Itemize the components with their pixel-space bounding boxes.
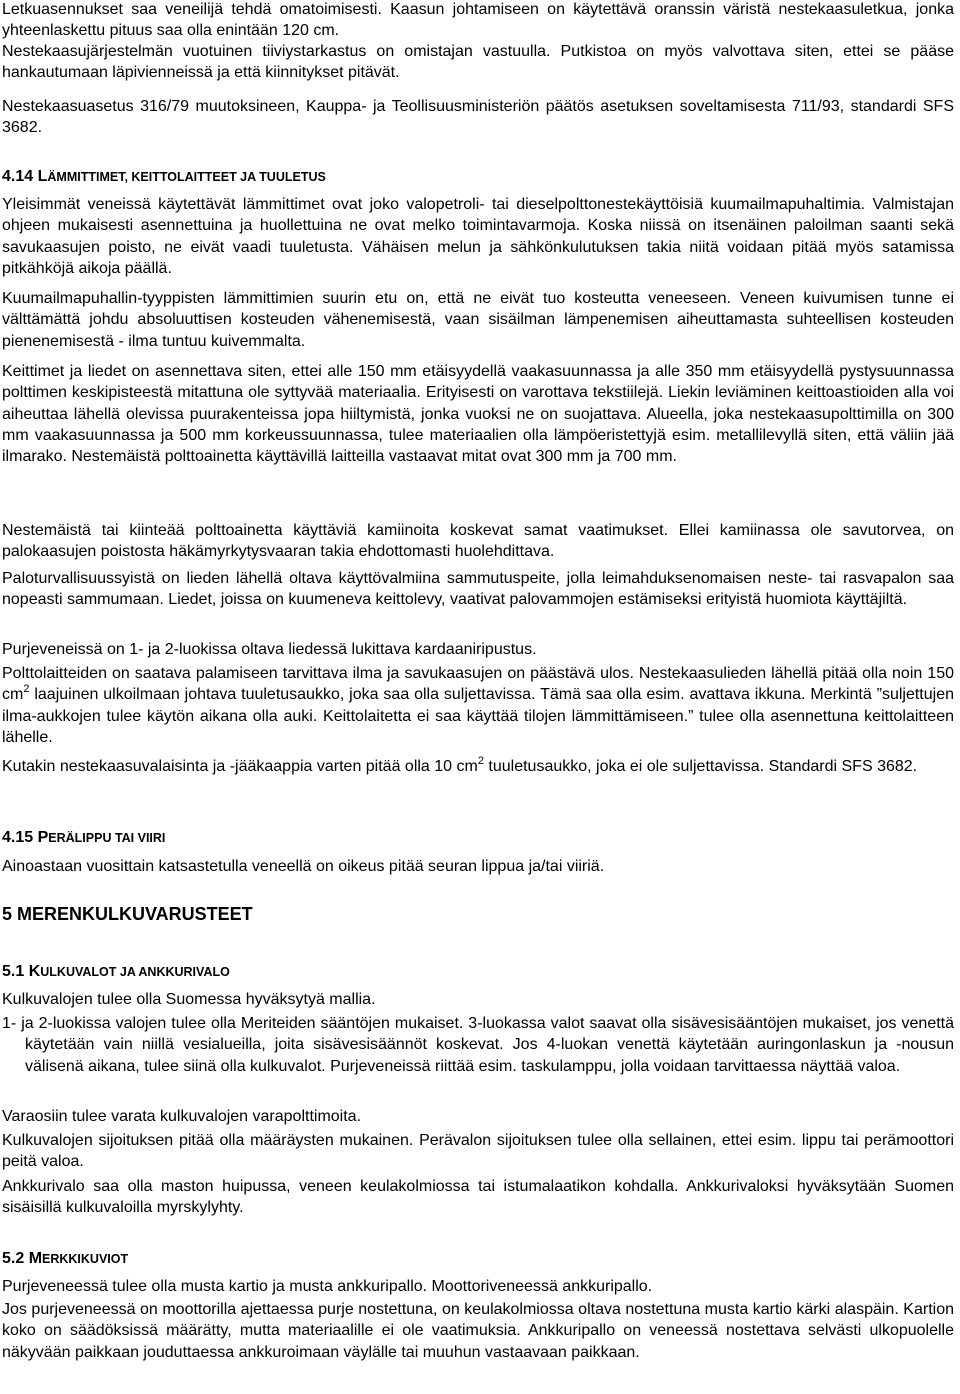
section-title-initial: K bbox=[28, 963, 41, 980]
s414-p8-text-b: tuuletusaukko, joka ei ole suljettavissa. Standardi SFS 3682. bbox=[483, 758, 918, 775]
section-title-rest: ERÄLIPPU TAI VIIRI bbox=[48, 831, 166, 845]
chapter-heading-5: 5 MERENKULKUVARUSTEET bbox=[2, 904, 253, 924]
intro-paragraph-1: Letkuasennukset saa veneilijä tehdä omatoimisesti. Kaasun johtamiseen on käytettävä oranssin väristä nestekaasuletkua, jonka yhteenlaskettu pituus saa olla enintään 120 cm. bbox=[2, 1, 954, 40]
s414-paragraph-4: Nestemäistä tai kiinteää polttoainetta käyttäviä kamiinoita koskevat samat vaatimukset. Ellei kamiinassa ole savutorvea, on palokaasujen poistosta häkämyrkytysvaaran takia ehdottomasti huolehdittava. bbox=[2, 522, 954, 561]
section-heading-4-15 bbox=[2, 827, 165, 849]
s51-paragraph-3: Varaosiin tulee varata kulkuvalojen varapolttimoita. bbox=[2, 1108, 362, 1125]
s414-paragraph-1: Yleisimmät veneissä käytettävät lämmittimet ovat joko valopetroli- tai dieselpolttonestekäyttöisiä kuumailmapuhaltimia. Valmistajan ohjeen mukaisesti asennettuina ja huollettuina ne ovat melko toimintavarmoja. Koska niissä on itsenäinen paloilman saanti sekä savukaasujen poisto, ne eivät vaadi tuuletusta. Vähäisen melun ja sähkönkulutuksen takia niitä voidaan pitää myös satamissa pitkähköjä aikoja päällä. bbox=[2, 196, 954, 277]
s414-p7-text-b: laajuinen ulkoilmaan johtava tuuletusaukko, joka saa olla suljettavissa. Tämä saa olla esim. avattava ikkuna. Merkintä ”suljettujen ilma-aukkojen tulee käytön aikana olla auki. Keittolaitetta ei saa käyttää tilojen lämmittämiseen.” tulee olla asennettuna keittolaitteen lähelle. bbox=[2, 686, 954, 746]
section-title-rest: ULKUVALOT JA ANKKURIVALO bbox=[40, 965, 230, 979]
s51-paragraph-4: Kulkuvalojen sijoituksen pitää olla määräysten mukainen. Perävalon sijoituksen tulee olla sellainen, ettei esim. lippu tai perämoottori peitä valoa. bbox=[2, 1132, 954, 1171]
section-heading-5-1 bbox=[2, 961, 230, 983]
section-number: 5.2 bbox=[2, 1250, 29, 1267]
s414-paragraph-2: Kuumailmapuhallin-tyyppisten lämmittimien suurin etu on, että ne eivät tuo kosteutta veneeseen. Veneen kuivumisen tunne ei välttämättä johdu absoluuttisen kosteuden vähenemisestä, vaan sisäilman lämpenemisen aiheuttamasta suhteellisen kosteuden pienenemisestä - ilma tuntuu kuivemmalta. bbox=[2, 290, 954, 350]
section-title-initial: M bbox=[28, 1250, 43, 1267]
superscript-2: 2 bbox=[477, 754, 484, 767]
s414-paragraph-6: Purjeveneissä on 1- ja 2-luokissa oltava liedessä lukittava kardaaniripustus. bbox=[2, 641, 537, 658]
section-number: 4.15 bbox=[2, 829, 38, 846]
section-number: 4.14 bbox=[2, 168, 38, 185]
section-title-rest: ERKKIKUVIOT bbox=[42, 1252, 129, 1266]
s414-p8-text-a: Kutakin nestekaasuvalaisinta ja -jääkaappia varten pitää olla 10 cm bbox=[2, 758, 478, 775]
section-heading-4-14 bbox=[2, 166, 326, 188]
s415-paragraph-1: Ainoastaan vuosittain katsastetulla veneellä on oikeus pitää seuran lippua ja/tai viiriä. bbox=[2, 858, 605, 875]
s414-p7-text-a: Polttolaitteiden on saatava palamiseen tarvittava ilma ja savukaasujen on päästävä ulos. Nestekaasulieden lähellä pitää olla noin 150 cm bbox=[2, 665, 954, 704]
s52-paragraph-2: Jos purjeveneessä on moottorilla ajettaessa purje nostettuna, on keulakolmiossa oltava nostettuna musta kartio kärki alaspäin. Kartion koko on säädöksissä määrätty, mutta materiaalille ei ole vaatimuksia. Ankkuripallo on veneessä nostettava selvästi ulkopuolelle näkyvään paikkaan jouduttaessa ankkuroimaan väylälle tai muuhun vastaavaan paikkaan. bbox=[2, 1301, 954, 1361]
section-title-initial: P bbox=[37, 829, 49, 846]
s414-paragraph-8 bbox=[2, 756, 954, 777]
s414-paragraph-7 bbox=[2, 663, 954, 748]
s51-paragraph-2: 1- ja 2-luokissa valojen tulee olla Meriteiden sääntöjen mukaiset. 3-luokassa valot saavat olla sisävesisääntöjen mukaiset, jos venettä käytetään vain niillä vesialueilla, joita sisävesisäännöt koskevat. Jos 4-luokan venettä käytetään auringonlaskun ja -nousun välisenä aikana, tulee siinä olla kulkuvalot. Purjeveneissä riittää esim. taskulamppu, jolla voidaan tarvittaessa näyttää valoa. bbox=[2, 1015, 954, 1075]
section-title-rest: ÄMMITTIMET, KEITTOLAITTEET JA TUULETUS bbox=[47, 170, 326, 184]
s414-paragraph-5: Paloturvallisuussyistä on lieden lähellä oltava käyttövalmiina sammutuspeite, jolla leimahduksenomaisen neste- tai rasvapalon saa nopeasti sammumaan. Liedet, joissa on kuumeneva keittolevy, vaativat palovammojen estämiseksi erityistä huomiota käyttäjiltä. bbox=[2, 570, 954, 609]
superscript-2: 2 bbox=[23, 682, 30, 695]
s51-paragraph-1: Kulkuvalojen tulee olla Suomessa hyväksytyä mallia. bbox=[2, 991, 376, 1008]
intro-paragraph-3: Nestekaasuasetus 316/79 muutoksineen, Kauppa- ja Teollisuusministeriön päätös asetuksen soveltamisesta 711/93, standardi SFS 3682. bbox=[2, 98, 954, 137]
s51-paragraph-5: Ankkurivalo saa olla maston huipussa, veneen keulakolmiossa tai istumalaatikon kohdalla. Ankkurivaloksi hyväksytään Suomen sisäisillä kulkuvaloilla myrskylyhty. bbox=[2, 1178, 954, 1217]
section-heading-5-2 bbox=[2, 1248, 128, 1270]
section-number: 5.1 bbox=[2, 963, 29, 980]
s52-paragraph-1: Purjeveneessä tulee olla musta kartio ja musta ankkuripallo. Moottoriveneessä ankkuripallo. bbox=[2, 1278, 653, 1295]
section-title-initial: L bbox=[37, 168, 48, 185]
s414-paragraph-3: Keittimet ja liedet on asennettava siten, ettei alle 150 mm etäisyydellä vaakasuunnassa ja alle 350 mm etäisyydellä pystysuunnassa polttimen keskipisteestä mitattuna ole syttyvää materiaalia. Erityisesti on varottava tekstiilejä. Liekin leviäminen keittoastioiden alla voi aiheuttaa lähellä olevissa puurakenteissa jopa hiiltymistä, jonka vuoksi ne on suojattava. Alueella, joka nestekaasupolttimilla on 300 mm vaakasuunnassa ja 500 mm korkeussuunnassa, tulee materiaalien olla lämpöeristettyjä esim. metallilevyllä siten, että väliin jää ilmarako. Nestemäistä polttoainetta käyttävillä laitteilla vastaavat mitat ovat 300 mm ja 700 mm. bbox=[2, 363, 954, 466]
intro-paragraph-2: Nestekaasujärjestelmän vuotuinen tiiviystarkastus on omistajan vastuulla. Putkistoa on myös valvottava siten, ettei se pääse hankautumaan läpivienneissä ja että kiinnitykset pitävät. bbox=[2, 43, 954, 82]
